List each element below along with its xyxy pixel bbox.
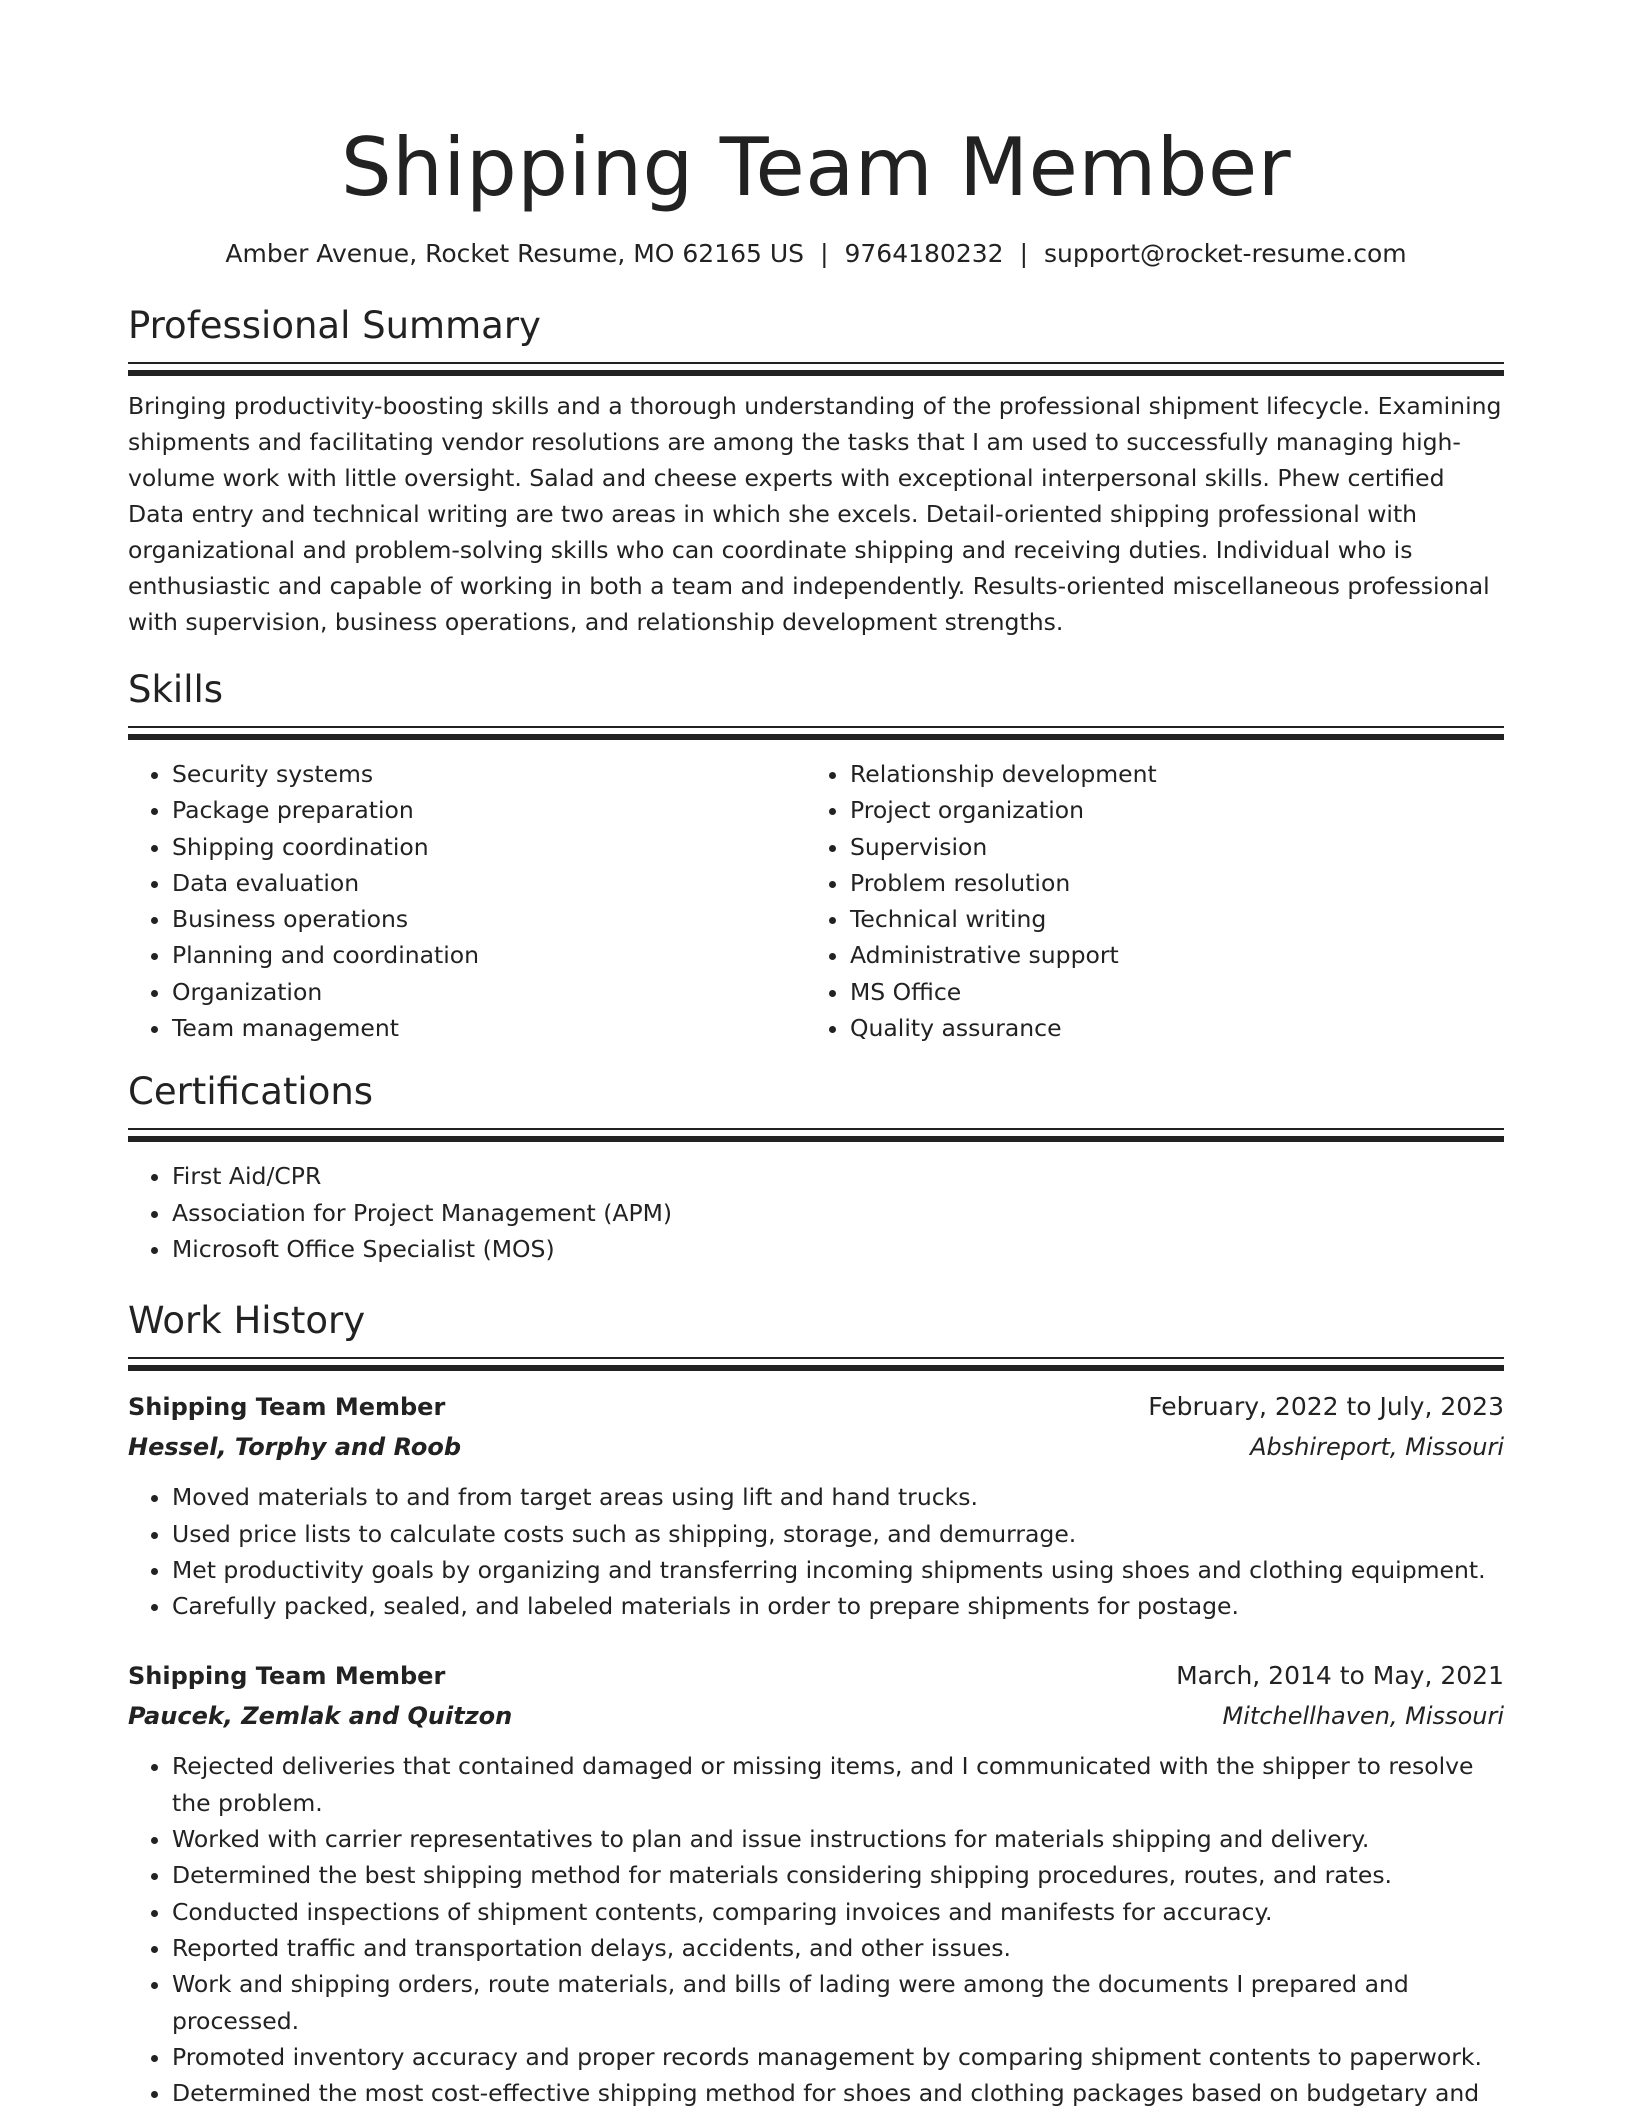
skill-item: • Quality assurance: [850, 1010, 1484, 1046]
skill-item: • Package preparation: [172, 792, 806, 828]
job-entry: [128, 1387, 1504, 1624]
job-bullet: • Carefully packed, sealed, and labeled materials in order to prepare shipments for postage.: [172, 1588, 1504, 1624]
skill-item: • Data evaluation: [172, 865, 806, 901]
summary-text: Bringing productivity-boosting skills and a thorough understanding of the professional shipment lifecycle. Examining shipments and facilitating vendor resolutions are among the tasks that I am used to successfully managing high-volume work with little oversight. Salad and cheese experts with exceptional interpersonal skills. Phew certified Data entry and technical writing are two areas in which she excels. Detail-oriented shipping professional with organizational and problem-solving skills who can coordinate shipping and receiving duties. Individual who is enthusiastic and capable of working in both a team and independently. Results-oriented miscellaneous professional with supervision, business operations, and relationship development strengths.: [128, 392, 1502, 636]
job-bullet: • Work and shipping orders, route materials, and bills of lading were among the documents I prepared and processed.: [172, 1966, 1504, 2039]
job-bullet: • Conducted inspections of shipment contents, comparing invoices and manifests for accuracy.: [172, 1894, 1504, 1930]
job-bullet: • Used price lists to calculate costs such as shipping, storage, and demurrage.: [172, 1516, 1504, 1552]
job-title-row: [128, 1387, 1504, 1427]
section-title-skills: Skills: [128, 668, 224, 711]
skill-item: • Administrative support: [850, 937, 1484, 973]
skills-list-left: [128, 756, 806, 1046]
job-title: Shipping Team Member: [128, 1393, 446, 1422]
job-bullet: • Met productivity goals by organizing and transferring incoming shipments using shoes and clothing equipment.: [172, 1552, 1504, 1588]
jobs-container: [128, 1387, 1504, 2111]
job-title: Shipping Team Member: [128, 1662, 446, 1691]
section-rule: [128, 726, 1504, 740]
skill-item: • Organization: [172, 974, 806, 1010]
resume-page: [128, 118, 1504, 2111]
skill-item: • Supervision: [850, 829, 1484, 865]
skill-item: • Security systems: [172, 756, 806, 792]
section-title-work: Work History: [128, 1299, 366, 1343]
job-dates: February, 2022 to July, 2023: [1148, 1392, 1504, 1422]
job-dates: March, 2014 to May, 2021: [1176, 1661, 1504, 1691]
section-rule: [128, 1128, 1504, 1142]
section-title-summary: Professional Summary: [128, 304, 541, 347]
skill-item: • Business operations: [172, 901, 806, 937]
certification-item: • Microsoft Office Specialist (MOS): [172, 1231, 1504, 1267]
skills-columns: [128, 756, 1504, 1046]
job-bullets: [128, 1479, 1504, 1624]
job-company: Paucek, Zemlak and Quitzon: [128, 1702, 513, 1731]
skills-list-right: [806, 756, 1484, 1046]
job-bullet: • Rejected deliveries that contained damaged or missing items, and I communicated with the shipper to resolve the problem.: [172, 1748, 1504, 1821]
contact-email: support@rocket-resume.com: [1044, 239, 1407, 268]
job-bullet: • Promoted inventory accuracy and proper records management by comparing shipment contents to paperwork.: [172, 2039, 1504, 2075]
skill-item: • Problem resolution: [850, 865, 1484, 901]
skill-item: • Shipping coordination: [172, 829, 806, 865]
skill-item: • Planning and coordination: [172, 937, 806, 973]
contact-separator: |: [1019, 239, 1028, 268]
skill-item: • Relationship development: [850, 756, 1484, 792]
skills-column-left: [128, 756, 806, 1046]
job-bullet: • Moved materials to and from target areas using lift and hand trucks.: [172, 1479, 1504, 1515]
contact-address: Amber Avenue, Rocket Resume, MO 62165 US: [225, 239, 805, 268]
section-rule: [128, 362, 1504, 376]
skills-column-right: [806, 756, 1484, 1046]
section-rule: [128, 1357, 1504, 1371]
job-bullet: • Reported traffic and transportation delays, accidents, and other issues.: [172, 1930, 1504, 1966]
job-bullets: [128, 1748, 1504, 2111]
job-bullet: • Worked with carrier representatives to plan and issue instructions for materials shipping and delivery.: [172, 1821, 1504, 1857]
skill-item: • Project organization: [850, 792, 1484, 828]
job-location: Mitchellhaven, Missouri: [1222, 1702, 1504, 1731]
job-title-row: [128, 1656, 1504, 1696]
skill-item: • Technical writing: [850, 901, 1484, 937]
contact-phone: 9764180232: [844, 239, 1004, 268]
certifications-list: [128, 1158, 1504, 1267]
job-company-row: [128, 1696, 1504, 1736]
resume-name: Shipping Team Member: [340, 121, 1292, 214]
job-location: Abshireport, Missouri: [1250, 1433, 1504, 1462]
skill-item: • MS Office: [850, 974, 1484, 1010]
job-entry: [128, 1656, 1504, 2111]
certifications-section: [128, 1068, 1504, 1267]
certification-item: • First Aid/CPR: [172, 1158, 1504, 1194]
contact-line: [128, 236, 1504, 272]
job-company: Hessel, Torphy and Roob: [128, 1433, 462, 1462]
job-bullet: • Determined the best shipping method for materials considering shipping procedures, routes, and rates.: [172, 1857, 1504, 1893]
skills-section: [128, 666, 1504, 1046]
job-company-row: [128, 1427, 1504, 1467]
certification-item: • Association for Project Management (APM): [172, 1195, 1504, 1231]
skill-item: • Team management: [172, 1010, 806, 1046]
contact-separator: |: [820, 239, 829, 268]
summary-section: [128, 302, 1504, 640]
work-section: [128, 1297, 1504, 2111]
job-bullet: • Determined the most cost-effective shipping method for shoes and clothing packages based on budgetary and: [172, 2075, 1504, 2111]
section-title-certifications: Certifications: [128, 1070, 374, 1114]
